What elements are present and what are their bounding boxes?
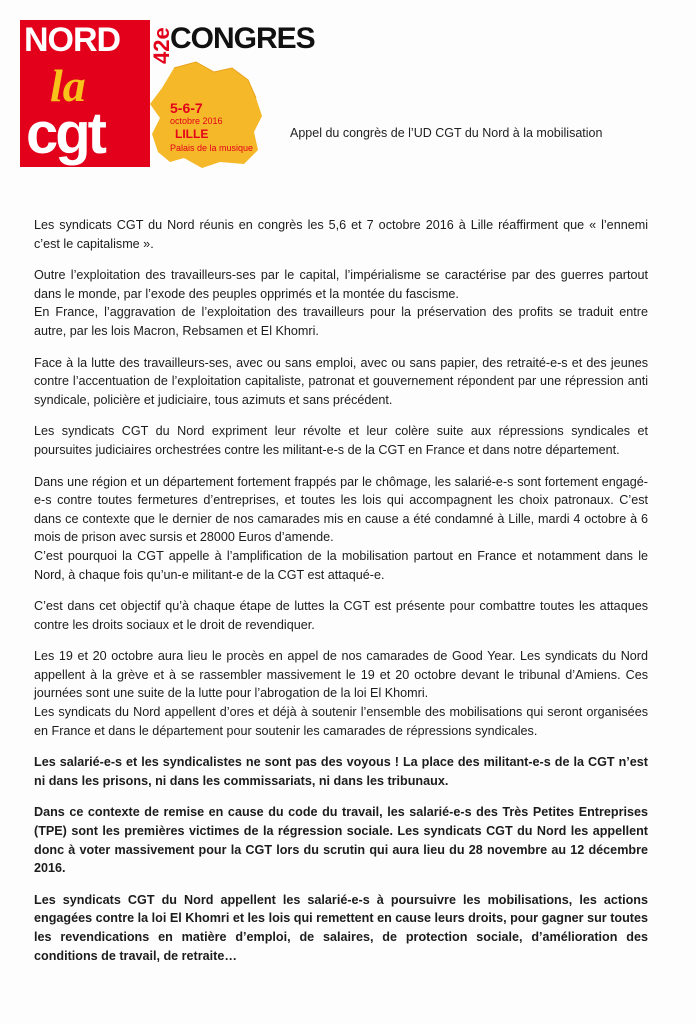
logo-dates-text: 5-6-7 xyxy=(170,100,203,116)
paragraph: Dans une région et un département fortement frappés par le chômage, les salarié-e-s sont fortement engagé-e-s contre toutes fermetures d’entreprises, et toutes les lois qui accompagnent les choix patronaux. C’est dans ce contexte que le dernier de nos camarades mis en cause a été condamné à Lille, mardi 4 octobre à 6 mois de prison avec sursis et 28000 Euros d’amende. xyxy=(34,474,648,545)
logo-nord-text: NORD xyxy=(24,21,121,59)
paragraph: C’est pourquoi la CGT appelle à l’amplification de la mobilisation partout en France et notamment dans le Nord, à chaque fois qu’un-e militant-e de la CGT est attaqué-e. xyxy=(34,548,648,582)
logo-month-text: octobre 2016 xyxy=(170,116,223,126)
document-title: Appel du congrès de l’UD CGT du Nord à la mobilisation xyxy=(290,126,603,140)
logo-city-text: LILLE xyxy=(175,127,209,141)
paragraph: En France, l’aggravation de l’exploitation des travailleurs pour la préservation des profits se traduit entre autre, par les lois Macron, Rebsamen et El Khomri. xyxy=(34,305,648,338)
bold-paragraph: Dans ce contexte de remise en cause du code du travail, les salarié-e-s des Très Petites Entreprises (TPE) sont les premières victimes de la régression sociale. Les syndicats CGT du Nord les appellent donc à voter massivement pour la CGT lors du scrutin qui aura lieu du 28 novembre au 12 décembre 2016. xyxy=(34,805,648,876)
paragraph: Les syndicats CGT du Nord expriment leur révolte et leur colère suite aux répressions syndicales et poursuites judiciaires orchestrées contre les militant-e-s de la CGT en France et dans notre département. xyxy=(34,424,648,457)
document-body xyxy=(34,216,648,978)
paragraph: Les syndicats CGT du Nord réunis en congrès les 5,6 et 7 octobre 2016 à Lille réaffirment que « l’ennemi c’est le capitalisme ». xyxy=(34,218,648,251)
bold-paragraph: Les salarié-e-s et les syndicalistes ne sont pas des voyous ! La place des militant-e-s de la CGT n’est ni dans les prisons, ni dans les commissariats, ni dans les tribunaux. xyxy=(34,755,648,788)
congress-logo xyxy=(20,20,315,170)
logo-edition-text: 42e xyxy=(149,27,174,64)
paragraph: Les 19 et 20 octobre aura lieu le procès en appel de nos camarades de Good Year. Les syndicats du Nord appellent à la grève et à se rassembler massivement le 19 et 20 octobre devant le tribunal d’Amiens. Ces journées sont une suite de la lutte pour l’abrogation de la loi El Khomri. xyxy=(34,649,648,701)
logo-congres-text: CONGRES xyxy=(170,22,315,55)
logo-la-text: la xyxy=(50,60,86,111)
logo-cgt-text: cgt xyxy=(26,101,104,166)
logo-venue-text: Palais de la musique xyxy=(170,143,254,153)
paragraph: Outre l’exploitation des travailleurs-ses par le capital, l’impérialisme se caractérise par des guerres partout dans le monde, par l’exode des peuples opprimés et la montée du fascisme. xyxy=(34,268,648,301)
paragraph: Face à la lutte des travailleurs-ses, avec ou sans emploi, avec ou sans papier, des retraité-e-s et des jeunes contre l’accentuation de l’exploitation capitaliste, patronat et gouvernement répondent par une répression anti syndicale, policière et judiciaire, tous azimuts et sans précédent. xyxy=(34,355,648,407)
bold-paragraph: Les syndicats CGT du Nord appellent les salarié-e-s à poursuivre les mobilisations, les actions engagées contre la loi El Khomri et les lois qui remettent en cause leurs droits, pour gagner sur toutes les revendications en matière d’emploi, de salaires, de protection sociale, d’amélioration des conditions de travail, de retraite… xyxy=(34,892,648,963)
paragraph: C’est dans cet objectif qu’à chaque étape de luttes la CGT est présente pour combattre toutes les attaques contre les droits sociaux et le droit de revendiquer. xyxy=(34,599,648,632)
paragraph: Les syndicats du Nord appellent d’ores et déjà à soutenir l’ensemble des mobilisations qui seront organisées en France et dans le département pour soutenir les camarades de répressions syndicales. xyxy=(34,705,648,738)
